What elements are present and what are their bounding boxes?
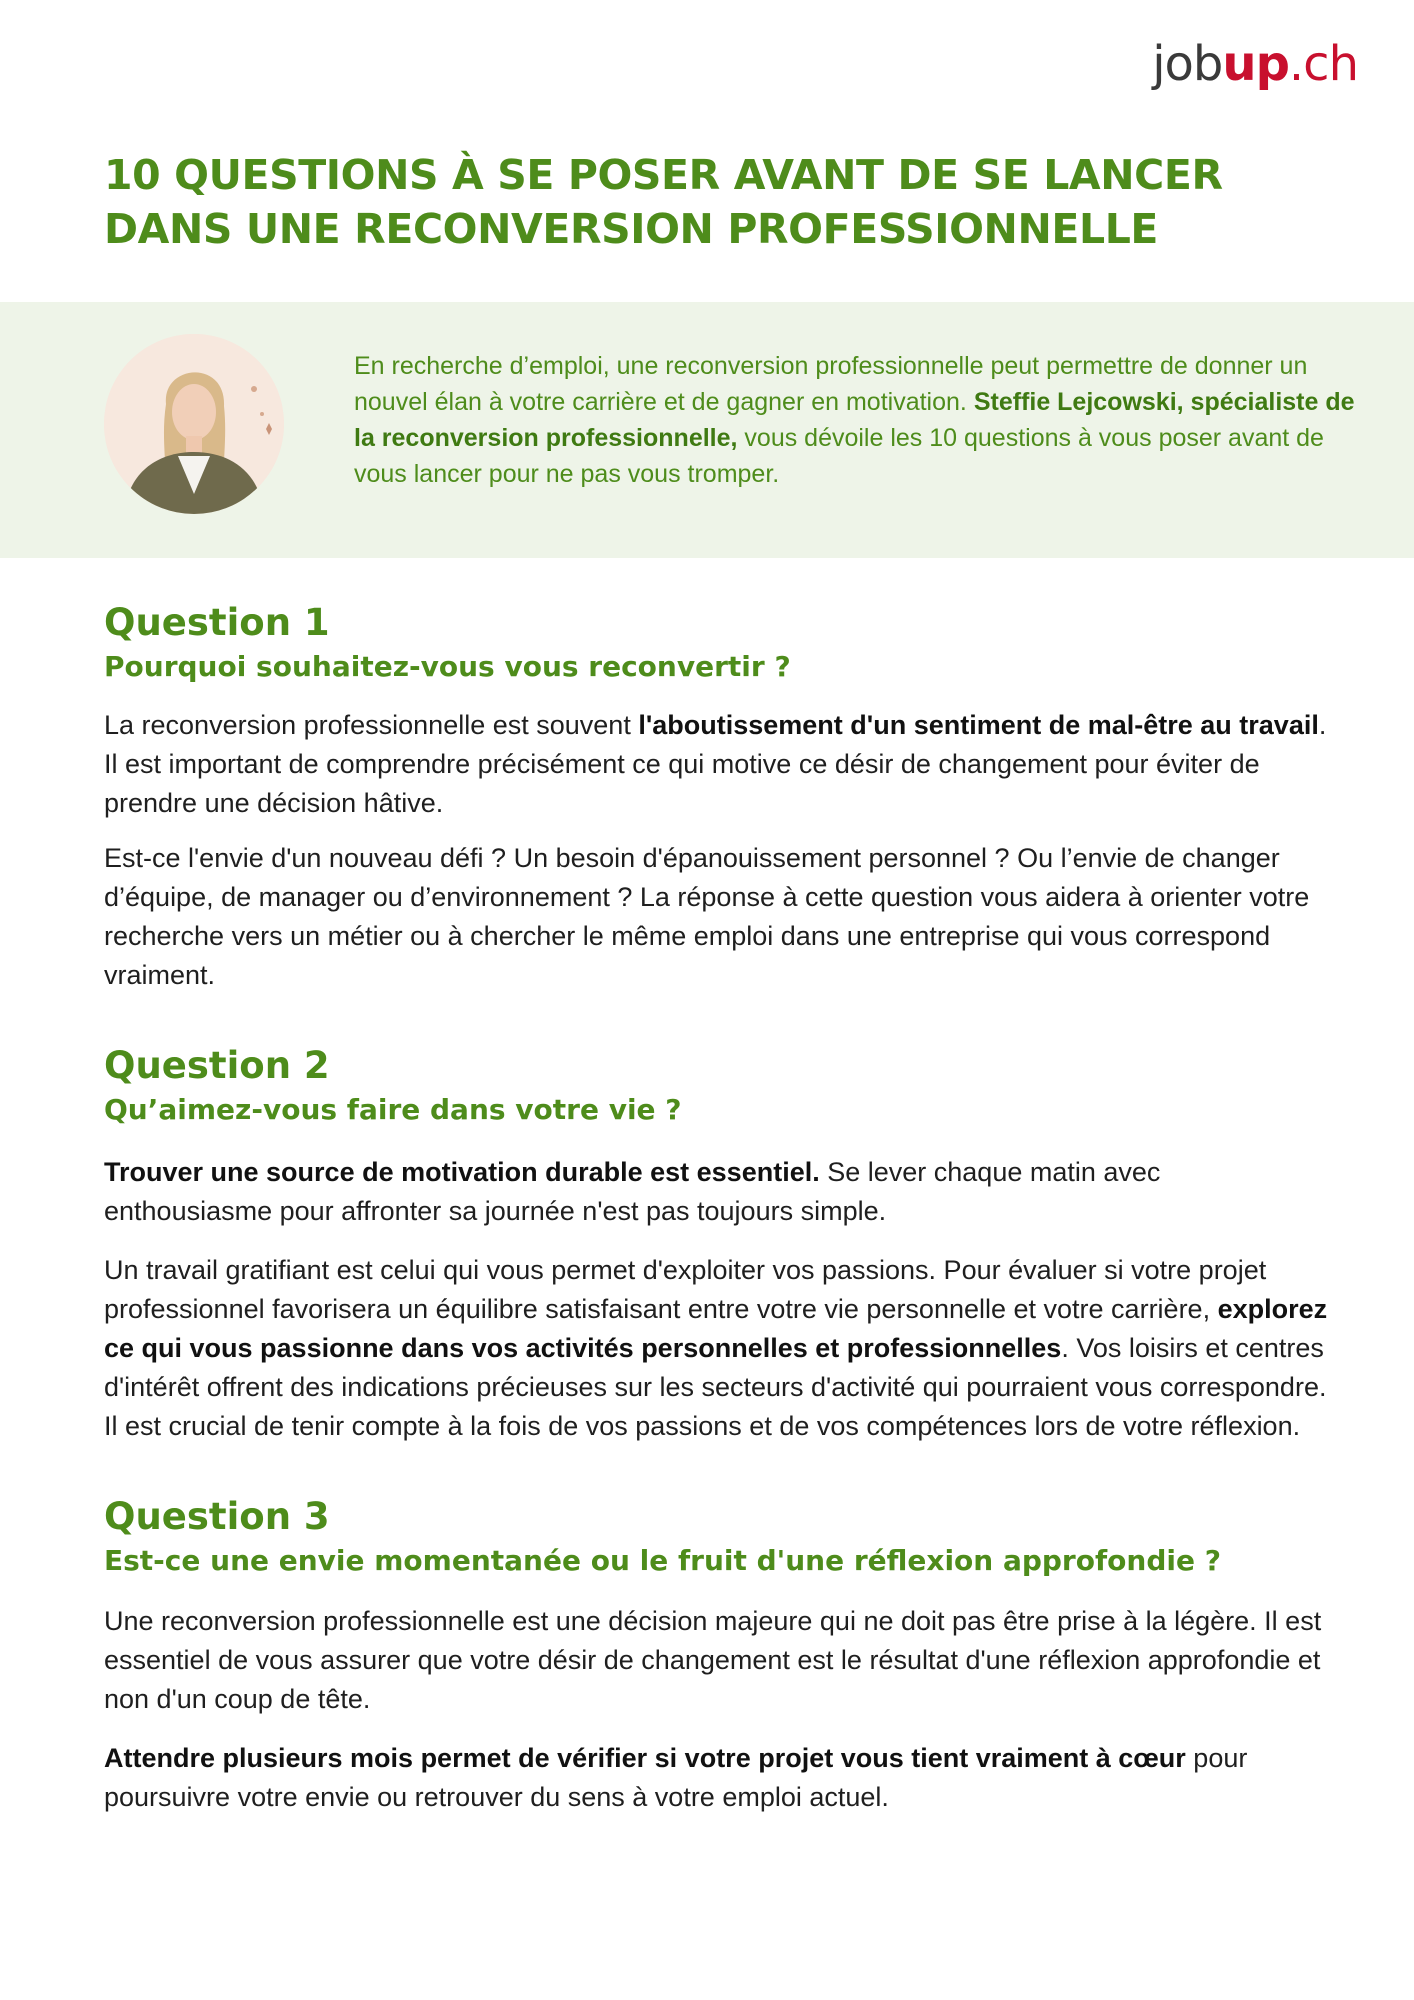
question-paragraph — [104, 839, 1334, 995]
logo-part-job: job — [1152, 36, 1223, 92]
bold-run: Trouver une source de motivation durable est essentiel. — [104, 1157, 820, 1187]
bold-run: l'aboutissement d'un sentiment de mal-être au travail — [638, 710, 1319, 740]
question-section-2 — [104, 1043, 1334, 1446]
jobup-logo — [1152, 36, 1358, 92]
text-run: pour poursuivre votre envie ou retrouver du sens à votre emploi actuel. — [104, 1743, 1248, 1812]
logo-part-ch: .ch — [1288, 36, 1358, 92]
question-number: Question 1 — [104, 601, 330, 644]
logo-part-up: up — [1222, 36, 1289, 92]
intro-box — [0, 302, 1414, 558]
article-content — [104, 600, 1334, 1817]
text-run: Se lever chaque matin avec enthousiasme pour affronter sa journée n'est pas toujours simple. — [104, 1157, 1161, 1226]
author-avatar — [104, 334, 284, 514]
text-run: Est-ce l'envie d'un nouveau défi ? Un besoin d'épanouissement personnel ? Ou l’envie de changer d’équipe, de manager ou d’environnement ? La réponse à cette question vous aidera à orienter votre recherche vers un métier ou à chercher le même emploi dans une entreprise qui vous correspond vraiment. — [104, 843, 1310, 990]
text-run: La reconversion professionnelle est souvent — [104, 710, 639, 740]
question-paragraph — [104, 1602, 1334, 1719]
intro-text-1: En recherche d’emploi, une reconversion professionnelle peut permettre de donner un nouvel élan à votre carrière et de gagner en motivation. — [354, 352, 1308, 416]
text-run: Une reconversion professionnelle est une décision majeure qui ne doit pas être prise à la légère. Il est essentiel de vous assurer que votre désir de changement est le résultat d'une réflexion approfondie et non d'un coup de tête. — [104, 1606, 1322, 1714]
question-section-1 — [104, 600, 1334, 995]
title-line-1: 10 QUESTIONS À SE POSER AVANT DE SE LANCER — [104, 151, 1223, 199]
question-paragraph — [104, 706, 1334, 823]
bold-run: explorez ce qui vous passionne dans vos activités personnelles et professionnelles — [104, 1294, 1328, 1363]
question-title: Pourquoi souhaitez-vous vous reconvertir ? — [104, 650, 791, 683]
title-line-2: DANS UNE RECONVERSION PROFESSIONNELLE — [104, 205, 1159, 253]
text-run: . Vos loisirs et centres d'intérêt offrent des indications précieuses sur les secteurs d'activité qui pourraient vous correspondre. Il est crucial de tenir compte à la fois de vos passions et de vos compétences lors de votre réflexion. — [104, 1333, 1327, 1441]
intro-paragraph — [354, 348, 1364, 492]
question-number: Question 3 — [104, 1495, 330, 1538]
question-number: Question 2 — [104, 1044, 330, 1087]
question-paragraph — [104, 1739, 1334, 1817]
question-title: Qu’aimez-vous faire dans votre vie ? — [104, 1093, 682, 1126]
bold-run: Attendre plusieurs mois permet de vérifier si votre projet vous tient vraiment à cœur — [104, 1743, 1186, 1773]
text-run: . Il est important de comprendre précisément ce qui motive ce désir de changement pour éviter de prendre une décision hâtive. — [104, 710, 1327, 818]
question-title: Est-ce une envie momentanée ou le fruit d'une réflexion approfondie ? — [104, 1544, 1221, 1577]
intro-text-2: vous dévoile les 10 questions à vous poser avant de vous lancer pour ne pas vous tromper. — [354, 424, 1324, 488]
question-paragraph — [104, 1153, 1334, 1231]
author-portrait-illustration — [104, 334, 284, 514]
page-title — [104, 148, 1304, 256]
text-run: Un travail gratifiant est celui qui vous permet d'exploiter vos passions. Pour évaluer si votre projet professionnel favorisera un équilibre satisfaisant entre votre vie personnelle et votre carrière, — [104, 1255, 1267, 1324]
question-paragraph — [104, 1251, 1334, 1446]
question-section-3 — [104, 1494, 1334, 1817]
intro-author: Steffie Lejcowski, spécialiste de la reconversion professionnelle, — [354, 388, 1355, 452]
